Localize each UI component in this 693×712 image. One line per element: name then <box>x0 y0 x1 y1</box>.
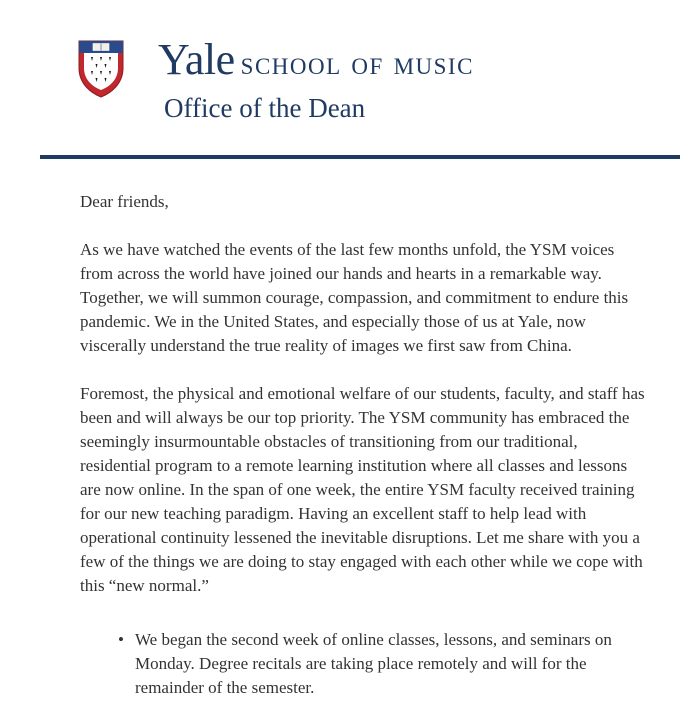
list-item-text: We began the second week of online classes, lessons, and seminars on Monday. Degree recitals are taking place remotely and will for the remainder of the semester. <box>135 630 612 697</box>
yale-shield-icon <box>78 40 124 98</box>
brand-name: Yale <box>158 35 235 84</box>
brand-school: school of music <box>240 46 474 82</box>
bullet-icon: • <box>118 630 124 649</box>
letter-body <box>80 190 650 700</box>
header-divider <box>40 155 680 159</box>
bullet-list <box>80 628 650 700</box>
brand-wordmark <box>158 34 474 85</box>
list-item <box>118 628 650 700</box>
salutation: Dear friends, <box>80 192 169 211</box>
paragraph: As we have watched the events of the last few months unfold, the YSM voices from across the world have joined our hands and hearts in a remarkable way. Together, we will summon courage, compassion, and commitment to endure this pandemic. We in the United States, and especially those of us at Yale, now viscerally understand the true reality of images we first saw from China. <box>80 240 629 355</box>
paragraph: Foremost, the physical and emotional welfare of our students, faculty, and staff has been and will always be our top priority. The YSM community has embraced the seemingly insurmountable obstacles of transitioning from our traditional, residential program to a remote learning institution where all classes and lessons are now online. In the span of one week, the entire YSM faculty received training for our new teaching paradigm. Having an excellent staff to help lead with operational continuity lessened the inevitable disruptions. Let me share with you a few of the things we are doing to stay engaged with each other while we cope with this “new normal.” <box>80 384 645 595</box>
letterhead <box>0 0 693 160</box>
office-title: Office of the Dean <box>164 93 366 123</box>
